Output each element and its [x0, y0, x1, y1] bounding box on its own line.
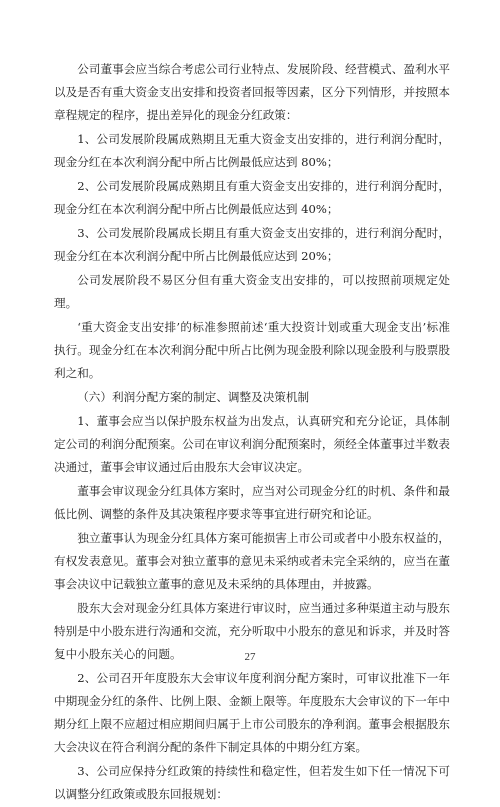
paragraph-differentiated-policy: 公司董事会应当综合考虑公司行业特点、发展阶段、经营模式、盈利水平以及是否有重大资金支出安排和投资者回报等因素，区分下列情形，并按照本章程规定的程序，提出差异化的现金分红政策： [54, 62, 450, 122]
paragraph-unclear-stage: 公司发展阶段不易区分但有重大资金支出安排的，可以按照前项规定处理。 [54, 273, 450, 310]
paragraph-policy-stability: 3、公司应保持分红政策的持续性和稳定性，但若发生如下任一情况下可以调整分红政策或股东回报规划： [54, 764, 450, 801]
paragraph-board-proposal: 1、董事会应当以保护股东权益为出发点，认真研究和充分论证，具体制定公司的利润分配预案。公司在审议利润分配预案时，须经全体董事过半数表决通过，董事会审议通过后由股东大会审议决定。 [54, 414, 450, 474]
paragraph-board-review: 董事会审议现金分红具体方案时，应当对公司现金分红的时机、条件和最低比例、调整的条件及其决策程序要求等事宜进行研究和论证。 [54, 484, 450, 521]
paragraph-shareholder-meeting: 股东大会对现金分红具体方案进行审议时，应当通过多种渠道主动与股东特别是中小股东进行沟通和交流，充分听取中小股东的意见和诉求，并及时答复中小股东关心的问题。 [54, 601, 450, 661]
paragraph-interim-dividend: 2、公司召开年度股东大会审议年度利润分配方案时，可审议批准下一年中期现金分红的条件、比例上限、金额上限等。年度股东大会审议的下一年中期分红上限不应超过相应期间归属于上市公司股东的净利润。董事会根据股东大会决议在符合利润分配的条件下制定具体的中期分红方案。 [54, 671, 450, 754]
paragraph-item-2-mature-with-expenditure: 2、公司发展阶段属成熟期且有重大资金支出安排的，进行利润分配时，现金分红在本次利润分配中所占比例最低应达到 40%； [54, 179, 450, 216]
paragraph-independent-directors: 独立董事认为现金分红具体方案可能损害上市公司或者中小股东权益的，有权发表意见。董事会对独立董事的意见未采纳或者未完全采纳的，应当在董事会决议中记载独立董事的意见及未采纳的具体理由，并披露。 [54, 531, 450, 591]
document-body [54, 58, 450, 807]
paragraph-expenditure-standard: ‘重大资金支出安排’的标准参照前述‘重大投资计划或重大现金支出’标准执行。现金分红在本次利润分配中所占比例为现金股利除以现金股利与股票股利之和。 [54, 320, 450, 380]
paragraph-item-3-growth-with-expenditure: 3、公司发展阶段属成长期且有重大资金支出安排的，进行利润分配时，现金分红在本次利润分配中所占比例最低应达到 20%； [54, 226, 450, 263]
section-heading-six: （六）利润分配方案的制定、调整及决策机制 [77, 390, 310, 404]
paragraph-item-1-mature-no-expenditure: 1、公司发展阶段属成熟期且无重大资金支出安排的，进行利润分配时，现金分红在本次利润分配中所占比例最低应达到 80%； [54, 132, 450, 169]
page-number: 27 [244, 651, 256, 663]
